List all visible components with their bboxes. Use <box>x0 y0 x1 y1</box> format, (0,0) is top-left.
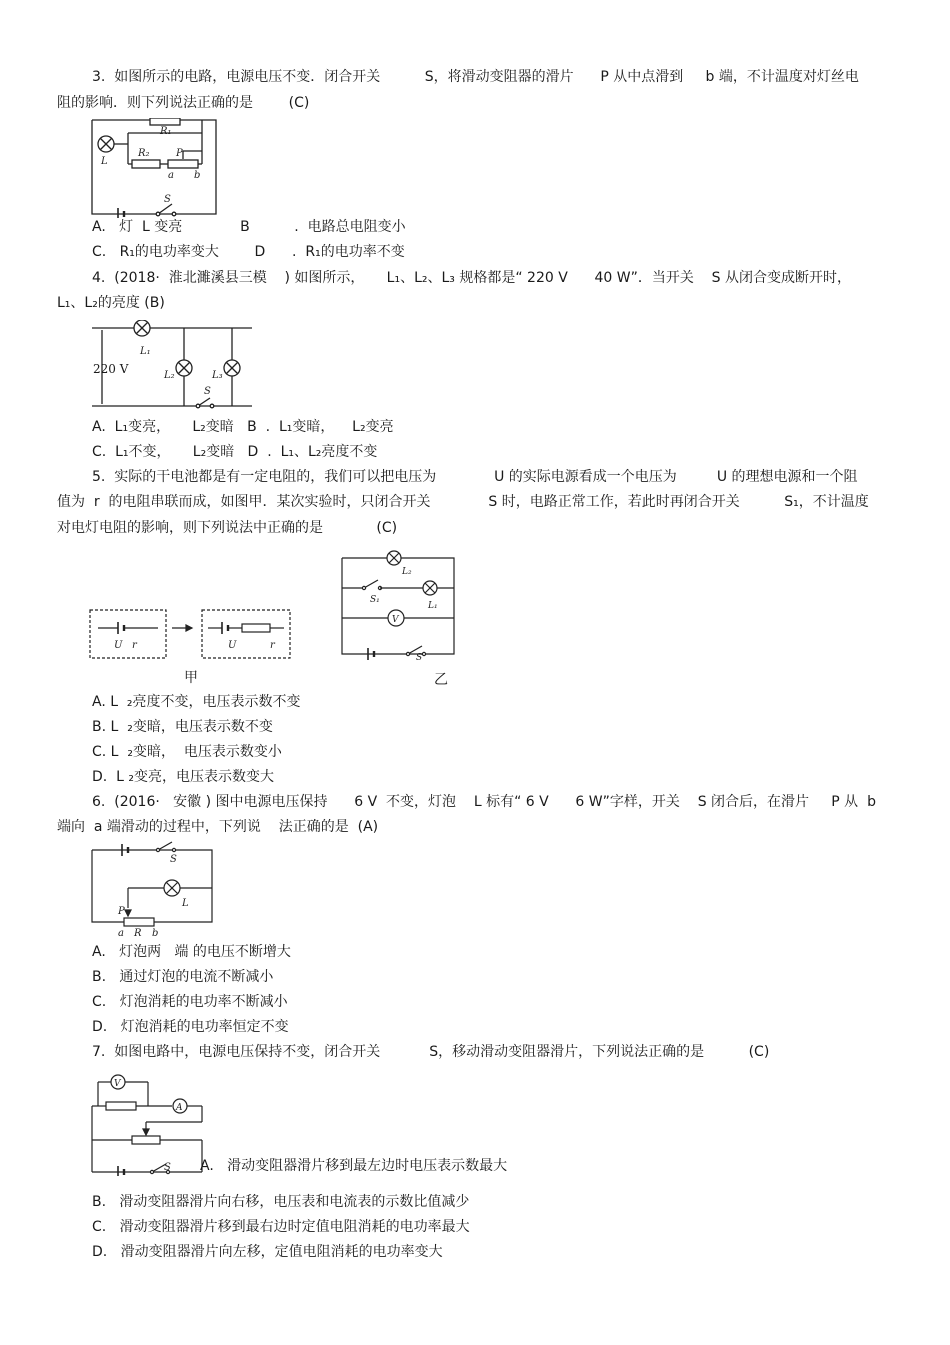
q5-option-c: C. L ₂变暗， 电压表示数变小 <box>92 744 282 760</box>
q5-text-line1: 5. 实际的干电池都是有一定电阻的，我们可以把电压为 U 的实际电源看成一个电压为 U 的理想电源和一个阻 <box>92 469 858 485</box>
svg-text:L₂: L₂ <box>402 567 412 577</box>
svg-text:r: r <box>270 640 275 651</box>
q6-circuit-diagram <box>88 840 216 938</box>
q7-option-b: B. 滑动变阻器滑片向右移，电压表和电流表的示数比值减少 <box>92 1194 470 1210</box>
q7-option-a: A. 滑动变阻器滑片移到最左边时电压表示数最大 <box>200 1158 508 1174</box>
svg-text:L: L <box>101 156 108 167</box>
q5-text-line3: 对电灯电阻的影响，则下列说法中正确的是 (C) <box>57 520 398 536</box>
svg-text:L: L <box>182 898 189 909</box>
q4-voltage-label: 220 V <box>93 362 129 376</box>
svg-text:L₃: L₃ <box>212 370 223 381</box>
q6-option-c: C. 灯泡消耗的电功率不断减小 <box>92 994 288 1010</box>
svg-text:r: r <box>132 640 137 651</box>
svg-text:S₁: S₁ <box>370 595 380 605</box>
q3-text-line2: 阻的影响．则下列说法正确的是 (C) <box>57 95 310 111</box>
q5-label-yi: 乙 <box>434 672 448 688</box>
q3-options-ab: A. 灯 L 变亮 B . 电路总电阻变小 <box>92 219 406 235</box>
svg-text:S: S <box>164 1162 171 1173</box>
q5-option-d: D. L ₂变亮，电压表示数变大 <box>92 769 274 785</box>
q4-options-cd: C. L₁不变， L₂变暗 D . L₁、L₂亮度不变 <box>92 444 378 460</box>
svg-text:R₂: R₂ <box>138 148 150 159</box>
svg-text:a: a <box>168 170 174 181</box>
svg-text:S: S <box>416 653 423 660</box>
q6-text-line1: 6. (2016· 安徽 ) 图中电源电压保持 6 V 不变，灯泡 L 标有“ 6 V 6 W”字样，开关 S 闭合后，在滑片 P 从 b <box>92 794 876 810</box>
svg-text:V: V <box>114 1079 121 1089</box>
q7-option-c: C. 滑动变阻器滑片移到最右边时定值电阻消耗的电功率最大 <box>92 1219 470 1235</box>
q5-text-line2: 值为 r 的电阻串联而成，如图甲．某次实验时，只闭合开关 S 时，电路正常工作，若此时再闭合开关 S₁，不计温度 <box>57 494 869 510</box>
svg-text:A: A <box>176 1103 183 1113</box>
q5-option-b: B. L ₂变暗，电压表示数不变 <box>92 719 273 735</box>
q4-options-ab: A. L₁变亮， L₂变暗 B . L₁变暗， L₂变亮 <box>92 419 394 435</box>
svg-text:a: a <box>118 928 124 938</box>
svg-text:P: P <box>176 148 183 159</box>
svg-text:L₁: L₁ <box>140 346 151 357</box>
q3-text-line1: 3. 如图所示的电路，电源电压不变．闭合开关 S，将滑动变阻器的滑片 P 从中点滑到 b 端，不计温度对灯丝电 <box>92 69 859 85</box>
q7-option-d: D. 滑动变阻器滑片向左移，定值电阻消耗的电功率变大 <box>92 1244 443 1260</box>
svg-text:L₂: L₂ <box>164 370 175 381</box>
svg-text:R₁: R₁ <box>160 126 172 137</box>
q7-circuit-diagram <box>88 1072 206 1176</box>
q6-option-b: B. 通过灯泡的电流不断减小 <box>92 969 274 985</box>
svg-text:b: b <box>194 170 201 181</box>
q5-label-jia: 甲 <box>184 670 198 686</box>
q6-option-d: D. 灯泡消耗的电功率恒定不变 <box>92 1019 289 1035</box>
q6-text-line2: 端向 a 端滑动的过程中，下列说 法正确的是 (A) <box>57 819 379 835</box>
svg-text:S: S <box>170 854 177 865</box>
svg-text:V: V <box>392 615 399 625</box>
q5-figure-yi <box>338 548 458 660</box>
svg-text:P: P <box>118 906 125 917</box>
q6-option-a: A. 灯泡两 端 的电压不断增大 <box>92 944 291 960</box>
q3-options-cd: C. R₁的电功率变大 D . R₁的电功率不变 <box>92 244 405 260</box>
svg-text:b: b <box>152 928 159 938</box>
q3-circuit-diagram <box>88 118 220 218</box>
svg-text:L₁: L₁ <box>428 601 438 611</box>
svg-text:U: U <box>228 640 237 651</box>
q7-text-line1: 7. 如图电路中，电源电压保持不变，闭合开关 S，移动滑动变阻器滑片，下列说法正确的是 (C) <box>92 1044 770 1060</box>
svg-text:S: S <box>204 386 211 397</box>
q4-text-line2: L₁、L₂的亮度 (B) <box>57 295 165 311</box>
svg-text:R: R <box>134 928 142 938</box>
q5-figure-jia <box>88 606 294 664</box>
svg-text:S: S <box>164 194 171 205</box>
q4-text-line1: 4. (2018· 淮北濉溪县三模 ) 如图所示， L₁、L₂、L₃ 规格都是“ 220 V 40 W”．当开关 S 从闭合变成断开时， <box>92 270 851 286</box>
q5-option-a: A. L ₂亮度不变，电压表示数不变 <box>92 694 301 710</box>
svg-text:U: U <box>114 640 123 651</box>
